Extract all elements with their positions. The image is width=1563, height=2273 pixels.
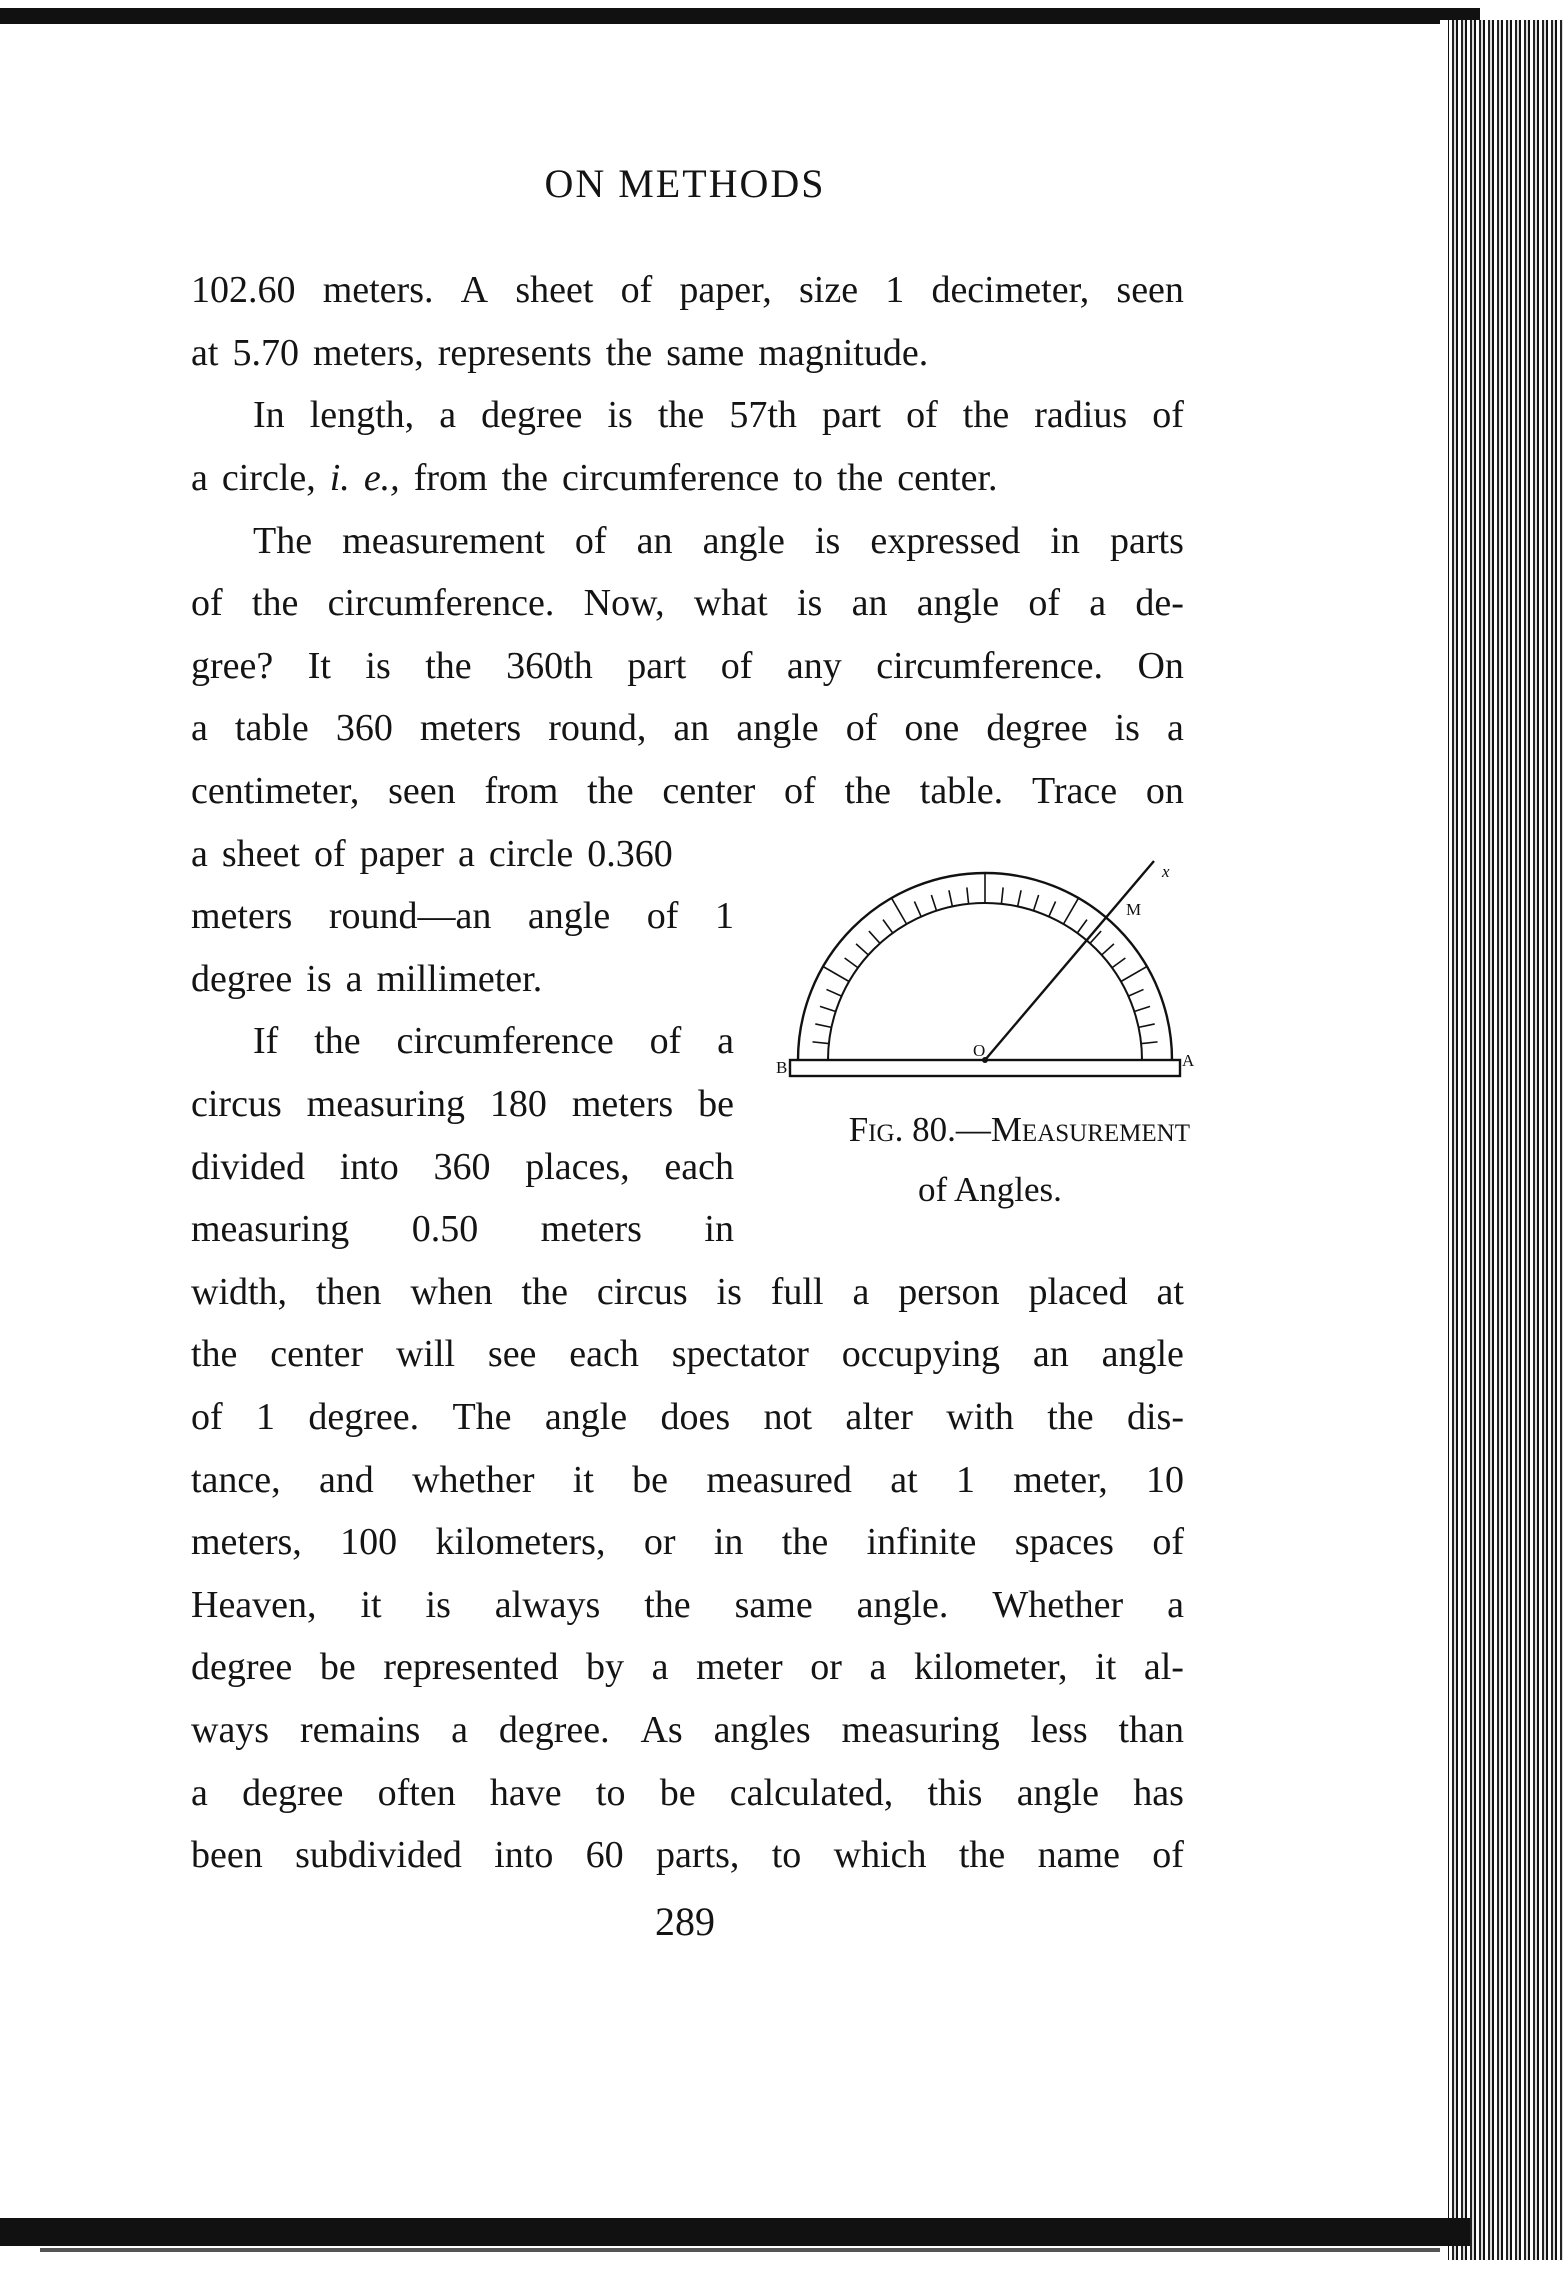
degree-tick	[1128, 989, 1143, 996]
word: 57th	[729, 394, 797, 436]
word: the	[844, 770, 891, 812]
word: parts,	[656, 1834, 740, 1876]
word: paper,	[679, 269, 772, 311]
page-edge-gap	[1440, 20, 1448, 2260]
word: the	[251, 582, 299, 624]
word: any	[786, 645, 842, 687]
word: this	[927, 1772, 983, 1814]
degree-tick	[883, 920, 893, 933]
scan-edge-top	[0, 8, 1480, 24]
word: infinite	[866, 1521, 977, 1563]
word: measuring	[306, 1083, 465, 1125]
figure-caption-line1: Fig. 80.—Measurement	[848, 1110, 1190, 1149]
degree-tick	[845, 958, 858, 968]
word: divided	[191, 1146, 305, 1188]
word: often	[377, 1772, 456, 1814]
text-line	[191, 638, 1184, 694]
word: dis-	[1126, 1396, 1184, 1438]
degree-tick	[1141, 1042, 1157, 1044]
text-line	[191, 325, 1184, 381]
word: magnitude.	[758, 332, 929, 374]
word: a	[717, 1020, 734, 1062]
word: a	[345, 958, 363, 1000]
word: each	[664, 1146, 734, 1188]
word: 1	[714, 895, 734, 937]
word: the	[657, 394, 705, 436]
word: measuring	[191, 1208, 350, 1250]
word: is	[306, 958, 332, 1000]
text-line	[191, 1139, 734, 1195]
word: an	[673, 707, 710, 749]
word: calculated,	[729, 1772, 894, 1814]
word: 5.70	[232, 332, 299, 374]
word: into	[494, 1834, 554, 1876]
word: gree?	[191, 645, 274, 687]
word: at	[890, 1459, 918, 1501]
word: measurement	[342, 520, 545, 562]
text-line	[191, 1201, 734, 1257]
word: a	[1167, 707, 1184, 749]
word: the	[605, 332, 653, 374]
word: same	[666, 332, 745, 374]
word: circle,	[221, 457, 316, 499]
degree-tick	[826, 989, 841, 996]
degree-tick	[1121, 967, 1147, 982]
word: circumference.	[876, 645, 1103, 687]
scan-edge-bottom-line	[40, 2248, 1440, 2252]
degree-tick	[1049, 901, 1056, 916]
word: meters.	[322, 269, 434, 311]
book-page-edges	[1440, 20, 1563, 2260]
word: 180	[489, 1083, 547, 1125]
word: or	[810, 1646, 842, 1688]
word: measured	[706, 1459, 852, 1501]
word: angle	[544, 1396, 628, 1438]
word: of	[646, 895, 679, 937]
word: a	[439, 394, 457, 436]
word: which	[833, 1834, 927, 1876]
word: degree.	[308, 1396, 420, 1438]
word: represented	[383, 1646, 559, 1688]
word: i.	[329, 457, 350, 499]
word: circle	[488, 833, 574, 875]
word: parts	[1110, 520, 1184, 562]
word: an	[851, 582, 888, 624]
word: degree.	[498, 1709, 610, 1751]
word: size	[798, 269, 859, 311]
word: an	[636, 520, 673, 562]
word: circumference	[396, 1020, 614, 1062]
text-line	[191, 1326, 1184, 1382]
word: with	[946, 1396, 1014, 1438]
word: Whether	[992, 1584, 1124, 1626]
degree-tick	[1064, 898, 1079, 924]
word: the	[1047, 1396, 1094, 1438]
word: name	[1037, 1834, 1120, 1876]
word: occupying	[841, 1333, 1001, 1375]
word: As	[640, 1709, 683, 1751]
word: the	[425, 645, 472, 687]
word: at	[191, 332, 219, 374]
word: be	[698, 1083, 734, 1125]
word: is	[797, 582, 823, 624]
word: to	[793, 457, 823, 499]
word: of	[649, 1020, 682, 1062]
word: de-	[1135, 582, 1184, 624]
word: of	[1152, 394, 1184, 436]
text-line	[191, 1389, 1184, 1445]
word: tance,	[191, 1459, 281, 1501]
inner-arc	[828, 903, 1142, 1060]
word: A	[460, 269, 489, 311]
word: it	[1095, 1646, 1117, 1688]
word: the	[958, 1834, 1006, 1876]
label-m: M	[1126, 900, 1142, 919]
text-line	[191, 700, 1184, 756]
word: 0.360	[587, 833, 673, 875]
degree-tick	[815, 1024, 831, 1027]
word: been	[191, 1834, 263, 1876]
word: ways	[191, 1709, 270, 1751]
text-line	[191, 1577, 1184, 1633]
degree-tick	[1112, 958, 1125, 968]
word: a	[191, 1772, 208, 1814]
word: be	[632, 1459, 669, 1501]
word: part	[627, 645, 687, 687]
word: width,	[191, 1271, 288, 1313]
word: it	[360, 1584, 382, 1626]
word: has	[1133, 1772, 1184, 1814]
word: than	[1118, 1709, 1184, 1751]
word: is	[365, 645, 391, 687]
word: circumference	[562, 457, 780, 499]
word: spaces	[1014, 1521, 1114, 1563]
word: a	[852, 1271, 870, 1313]
word: the	[836, 457, 884, 499]
word: It	[307, 645, 331, 687]
word: a	[191, 707, 208, 749]
word: sheet	[515, 269, 594, 311]
word: circumference.	[327, 582, 555, 624]
word: one	[904, 707, 960, 749]
word: meters,	[191, 1521, 302, 1563]
word: 360	[335, 707, 393, 749]
text-line	[253, 1013, 734, 1069]
word: of	[1028, 582, 1060, 624]
word: does	[660, 1396, 731, 1438]
text-line	[191, 826, 734, 882]
word: table	[234, 707, 309, 749]
word: is	[716, 1271, 742, 1313]
word: same	[734, 1584, 813, 1626]
word: circus	[596, 1271, 688, 1313]
degree-tick	[1001, 887, 1003, 903]
word: full	[770, 1271, 824, 1313]
word: meters	[540, 1208, 642, 1250]
word: be	[659, 1772, 696, 1814]
word: 10	[1145, 1459, 1184, 1501]
degree-tick	[1034, 895, 1039, 911]
word: radius	[1034, 394, 1128, 436]
text-line	[191, 575, 1184, 631]
word: see	[487, 1333, 537, 1375]
degree-tick	[1102, 944, 1114, 955]
word: it	[572, 1459, 594, 1501]
degree-tick	[812, 1042, 828, 1044]
word: sheet	[221, 833, 300, 875]
word: meters	[419, 707, 522, 749]
word: always	[494, 1584, 601, 1626]
word: in	[713, 1521, 744, 1563]
protractor-figure	[770, 855, 1200, 1095]
word: when	[410, 1271, 493, 1313]
word: round,	[548, 707, 647, 749]
text-line	[191, 262, 1184, 318]
word: then	[315, 1271, 382, 1313]
word: of	[906, 394, 938, 436]
word: the	[521, 1271, 568, 1313]
word: of	[191, 1396, 223, 1438]
degree-tick	[823, 967, 849, 982]
label-b: B	[776, 1058, 788, 1077]
word: paper	[359, 833, 444, 875]
text-line	[191, 1514, 1184, 1570]
word: and	[318, 1459, 374, 1501]
word: a	[869, 1646, 887, 1688]
word: angle	[1016, 1772, 1099, 1814]
word: expressed	[870, 520, 1021, 562]
word: angle	[702, 520, 785, 562]
word: what	[693, 582, 768, 624]
word: In	[253, 394, 285, 436]
word: angle.	[856, 1584, 949, 1626]
word: centimeter,	[191, 770, 360, 812]
word: 360th	[506, 645, 593, 687]
word: spectator	[671, 1333, 809, 1375]
degree-tick	[820, 1006, 836, 1011]
word: into	[339, 1146, 399, 1188]
word: 360	[433, 1146, 491, 1188]
word: On	[1137, 645, 1184, 687]
running-head: ON METHODS	[544, 161, 826, 206]
word: is	[1114, 707, 1140, 749]
word: center.	[897, 457, 998, 499]
word: a	[1167, 1584, 1184, 1626]
word: a	[451, 1709, 468, 1751]
word: of	[313, 833, 346, 875]
word: seen	[1116, 269, 1184, 311]
degree-tick	[914, 901, 921, 916]
word: meters	[571, 1083, 674, 1125]
word: meters	[191, 895, 293, 937]
page-number: 289	[655, 1899, 715, 1944]
word: circus	[191, 1083, 282, 1125]
word: of	[845, 707, 878, 749]
word: table.	[919, 770, 1004, 812]
word: measuring	[841, 1709, 1000, 1751]
word: in	[704, 1208, 734, 1250]
word: in	[1050, 520, 1080, 562]
word: center	[662, 770, 756, 812]
protractor-diagram	[770, 855, 1200, 1095]
word: kilometer,	[913, 1646, 1068, 1688]
word: from	[484, 770, 559, 812]
label-x: x	[1162, 862, 1170, 881]
word: part	[821, 394, 882, 436]
word: placed	[1028, 1271, 1128, 1313]
word: less	[1030, 1709, 1088, 1751]
scan-edge-bottom	[0, 2218, 1470, 2246]
text-line	[253, 513, 1184, 569]
word: a	[651, 1646, 669, 1688]
degree-tick	[949, 890, 952, 906]
word: person	[898, 1271, 1000, 1313]
word: degree	[481, 394, 583, 436]
word: is	[607, 394, 633, 436]
angle-arm	[985, 861, 1154, 1060]
word: of	[574, 520, 607, 562]
word: of	[191, 582, 223, 624]
label-o: O	[973, 1041, 986, 1060]
text-line	[191, 450, 1184, 506]
text-line	[191, 1076, 734, 1132]
word: degree	[242, 1772, 344, 1814]
word: seen	[388, 770, 456, 812]
word: meter	[696, 1646, 783, 1688]
word: from	[413, 457, 488, 499]
word: angles	[713, 1709, 811, 1751]
word: whether	[412, 1459, 535, 1501]
word: of	[784, 770, 816, 812]
degree-tick	[856, 944, 868, 955]
word: millimeter.	[376, 958, 543, 1000]
word: be	[319, 1646, 356, 1688]
word: 102.60	[191, 269, 296, 311]
word: on	[1145, 770, 1184, 812]
text-line	[191, 1452, 1184, 1508]
word: of	[1152, 1834, 1184, 1876]
word: or	[643, 1521, 676, 1563]
word: The	[253, 520, 313, 562]
word: angle	[527, 895, 611, 937]
word: each	[569, 1333, 639, 1375]
degree-tick	[1139, 1024, 1155, 1027]
word: will	[395, 1333, 456, 1375]
word: meter,	[1013, 1459, 1108, 1501]
word: at	[1156, 1271, 1184, 1313]
word: degree	[191, 1646, 293, 1688]
word: 60	[585, 1834, 624, 1876]
word: is	[425, 1584, 451, 1626]
figure-caption-line2: of Angles.	[918, 1170, 1062, 1209]
word: subdivided	[295, 1834, 462, 1876]
word: to	[595, 1772, 626, 1814]
word: the	[501, 457, 548, 499]
word: an	[1032, 1333, 1069, 1375]
word: a	[191, 833, 208, 875]
word: the	[781, 1521, 829, 1563]
text-line	[191, 888, 734, 944]
word: of	[720, 645, 753, 687]
text-line	[191, 1639, 1184, 1695]
word: e.,	[363, 457, 400, 499]
word: round—an	[328, 895, 492, 937]
word: the	[314, 1020, 361, 1062]
word: places,	[525, 1146, 630, 1188]
word: kilometers,	[435, 1521, 606, 1563]
word: the	[191, 1333, 238, 1375]
word: 1	[885, 269, 905, 311]
word: to	[771, 1834, 802, 1876]
word: al-	[1143, 1646, 1184, 1688]
word: degree	[986, 707, 1088, 749]
word: length,	[309, 394, 415, 436]
word: by	[586, 1646, 625, 1688]
word: 0.50	[411, 1208, 479, 1250]
degree-tick	[967, 887, 969, 903]
word: have	[489, 1772, 562, 1814]
degree-tick	[1077, 920, 1087, 933]
text-line	[253, 387, 1184, 443]
word: If	[253, 1020, 279, 1062]
degree-tick	[892, 898, 907, 924]
word: 1	[256, 1396, 275, 1438]
label-a: A	[1182, 1051, 1195, 1070]
degree-tick	[1134, 1006, 1150, 1011]
figure-caption	[790, 1105, 1190, 1155]
word: the	[962, 394, 1010, 436]
text-line	[191, 1264, 1184, 1320]
word: Trace	[1031, 770, 1118, 812]
word: decimeter,	[931, 269, 1090, 311]
word: center	[270, 1333, 364, 1375]
word: degree	[191, 958, 293, 1000]
word: the	[644, 1584, 691, 1626]
word: not	[763, 1396, 813, 1438]
word: angle	[916, 582, 1000, 624]
word: represents	[437, 332, 592, 374]
degree-tick	[1018, 890, 1021, 906]
word: The	[452, 1396, 512, 1438]
word: angle	[1101, 1333, 1184, 1375]
word: 100	[340, 1521, 398, 1563]
degree-tick	[869, 931, 880, 943]
word: remains	[299, 1709, 421, 1751]
word: angle	[736, 707, 819, 749]
word: 1	[955, 1459, 975, 1501]
word: Heaven,	[191, 1584, 317, 1626]
word: alter	[845, 1396, 913, 1438]
text-line	[191, 951, 734, 1007]
word: is	[814, 520, 841, 562]
text-line	[191, 1702, 1184, 1758]
word: the	[587, 770, 634, 812]
word: meters,	[312, 332, 424, 374]
degree-tick	[931, 895, 936, 911]
word: of	[620, 269, 653, 311]
text-line	[191, 763, 1184, 819]
word: a	[191, 457, 208, 499]
text-line	[191, 1827, 1184, 1883]
word: a	[458, 833, 475, 875]
word: of	[1152, 1521, 1184, 1563]
word: Now,	[583, 582, 665, 624]
text-line	[191, 1765, 1184, 1821]
word: a	[1089, 582, 1107, 624]
